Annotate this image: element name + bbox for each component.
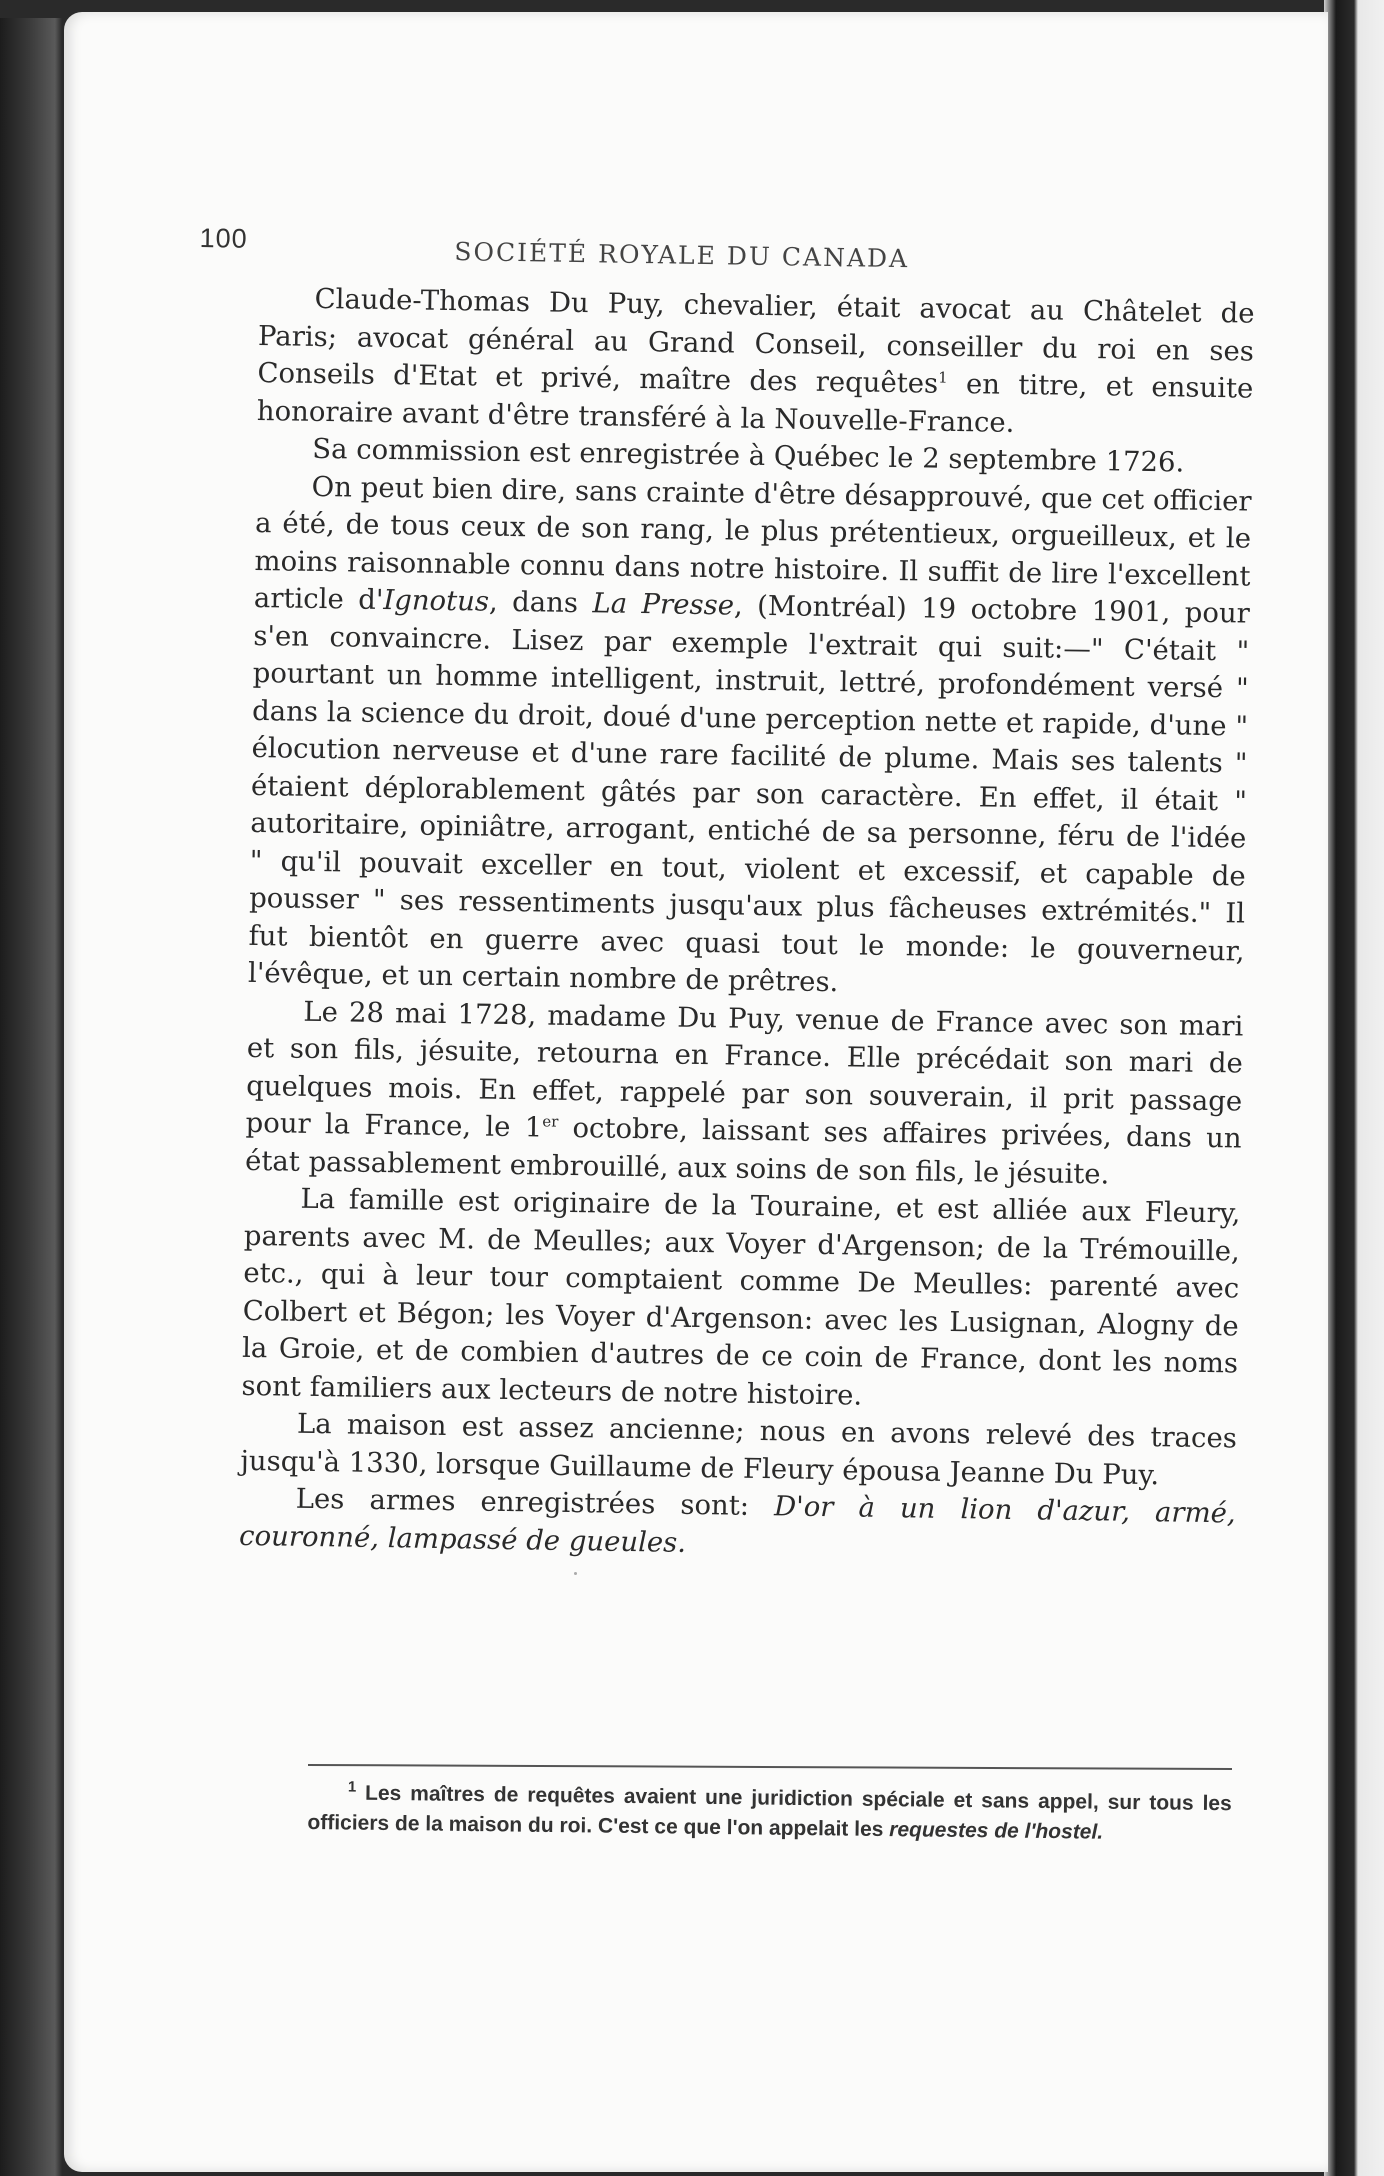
- running-head: [199, 212, 1256, 274]
- paragraph-3-text-b: , dans: [488, 585, 593, 620]
- paragraph-1-end: en titre, et ensuite honoraire avant d'être transféré à la Nouvelle-France.: [256, 367, 1254, 439]
- body-text: [239, 280, 1255, 1570]
- paragraph-5: La famille est originaire de la Touraine, et est alliée aux Fleury, parents avec M. de Meulles; aux Voyer d'Argenson; de la Trémouille, etc., qui à leur tour comptaient comme De Meulles: parenté avec Colbert et Bégon; les Voyer d'Argenson: avec les Lusignan, Alogny de la Groie, et de combien d'autres de ce coin de France, dont les noms sont familiers aux lecteurs de notre histoire.: [241, 1182, 1241, 1412]
- footnote-italic: requestes de l'hostel.: [889, 1818, 1104, 1844]
- paragraph-3: [248, 467, 1252, 1008]
- footnote-text: Les maîtres de requêtes avaient une juridiction spéciale et sans appel, sur tous les officiers de la maison du roi. C'est ce que l'on appelait les: [307, 1781, 1232, 1842]
- footnote-mark: 1: [347, 1778, 357, 1796]
- footnote-reference: 1: [938, 368, 948, 387]
- scan-right-edge: [1324, 0, 1384, 2176]
- footnote-rule: [308, 1764, 1232, 1770]
- paragraph-3-text-a: On peut bien dire, sans crainte d'être désapprouvé, que cet officier a été, de tous ceux de son rang, le plus prétentieux, orgueilleux, et le moins raisonnable connu dans notre histoire. Il suffit de lire l'excellent article d': [253, 470, 1252, 616]
- page-number: 100: [199, 223, 248, 254]
- paragraph-4-text-b: octobre, laissant ses affaires privées, dans un état passablement embrouillé, aux soins de son fils, le jésuite.: [244, 1111, 1242, 1190]
- speck: [574, 1572, 577, 1575]
- book-page: [64, 12, 1328, 2172]
- footnote-paragraph: [307, 1778, 1232, 1849]
- superscript-er: er: [542, 1112, 559, 1131]
- paragraph-2: Sa commission est enregistrée à Québec le 2 septembre 1726.: [312, 432, 1185, 479]
- coat-of-arms-italic: D'or à un lion d'azur, armé, couronné, lampassé de gueules.: [238, 1490, 1236, 1559]
- paragraph-4-text-a: Le 28 mai 1728, madame Du Puy, venue de France avec son mari et son fils, jésuite, retourna en France. Elle précédait son mari de quelques mois. En effet, rappelé par son souverain, il prit passage pour la France, le 1: [245, 995, 1244, 1144]
- paragraph-6: La maison est assez ancienne; nous en avons relevé des traces jusqu'à 1330, lorsque Guillaume de Fleury épousa Jeanne Du Puy.: [240, 1407, 1238, 1491]
- paragraph-7: [239, 1480, 1236, 1571]
- paragraph-4: [245, 992, 1244, 1195]
- running-title: SOCIÉTÉ ROYALE DU CANADA: [454, 237, 910, 274]
- page-content: [199, 212, 1256, 1570]
- la-presse-italic: La Presse: [592, 587, 735, 622]
- paragraph-1: [257, 280, 1255, 446]
- paragraph-3-text-c: , (Montréal) 19 octobre 1901, pour s'en convaincre. Lisez par exemple l'extrait qui suit:—" C'était " pourtant un homme intelligent, instruit, lettré, profondément versé " dans la science du droit, doué d'une perception nette et rapide, d'une " élocution nerveuse et d'une rare facilité de plume. Mais ses talents " étaient déplorablement gâtés par son caractère. En effet, il était " autoritaire, opiniâtre, arrogant, entiché de sa personne, féru de l'idée " qu'il pouvait exceller en tout, violent et excessif, et capable de pousser " ses ressentiments jusqu'aux plus fâcheuses extrémités." Il fut bientôt en guerre avec quasi tout le monde: le gouverneur, l'évêque, et un certain nombre de prêtres.: [247, 589, 1251, 999]
- paragraph-1-text: Claude-Thomas Du Puy, chevalier, était avocat au Châtelet de Paris; avocat général au Grand Conseil, conseiller du roi en ses Conseils d'Etat et privé, maître des requêtes: [257, 282, 1255, 400]
- footnote: [307, 1778, 1232, 1849]
- ignotus-italic: Ignotus: [383, 583, 490, 618]
- paragraph-7-text: Les armes enregistrées sont:: [295, 1482, 775, 1523]
